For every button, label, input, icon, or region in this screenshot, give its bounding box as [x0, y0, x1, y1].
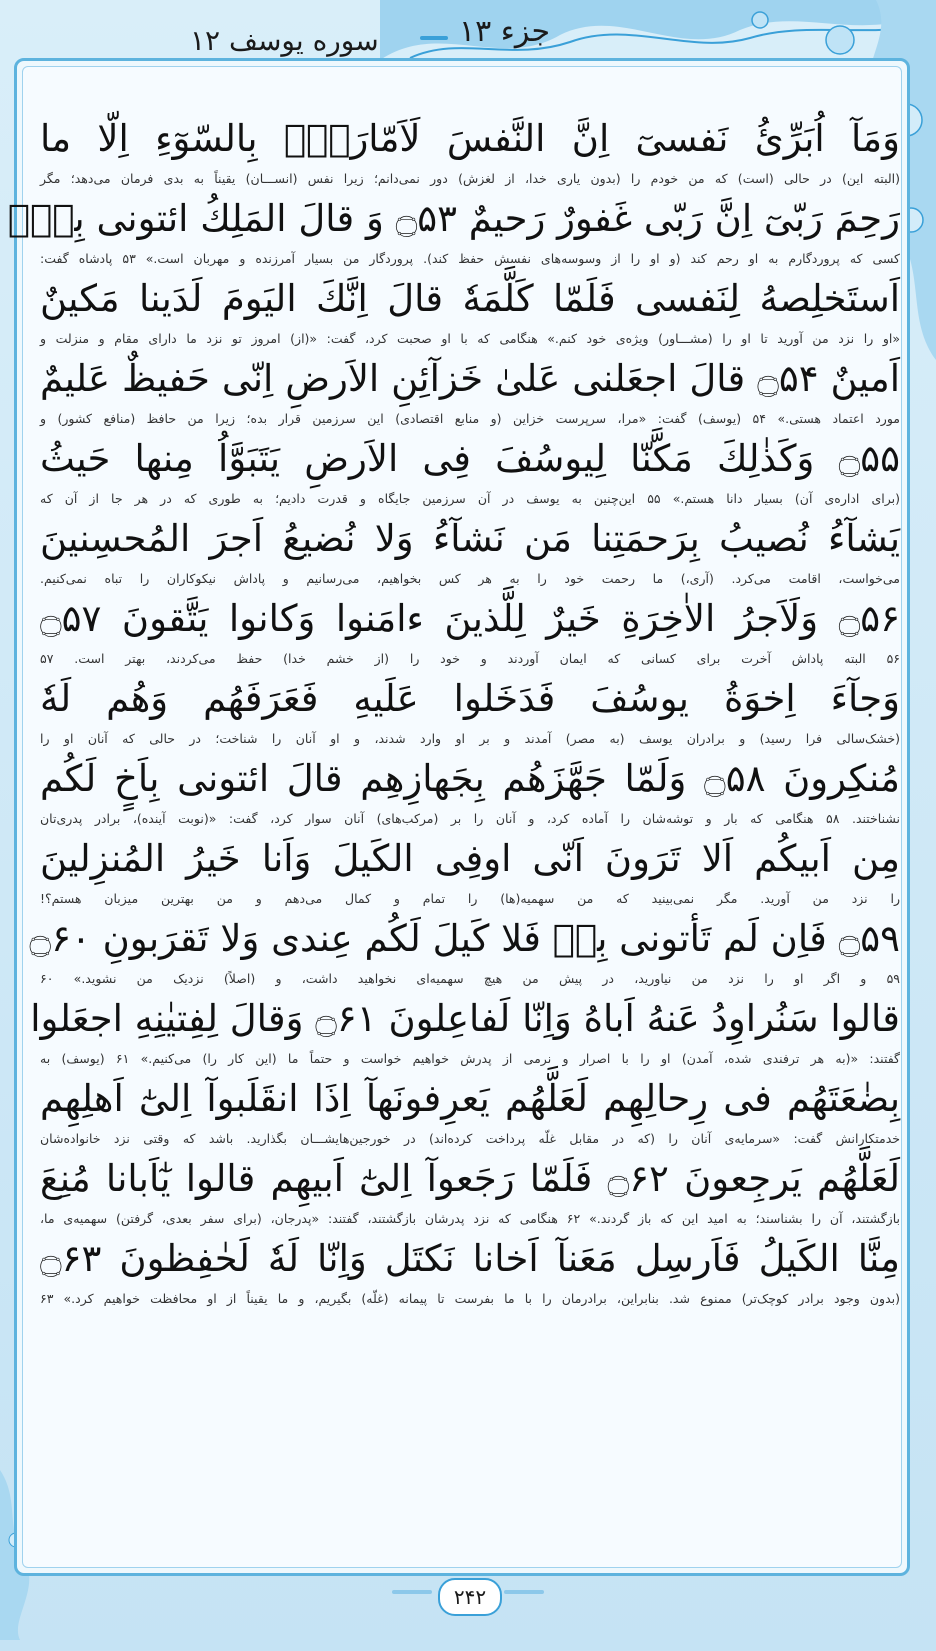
- verse-block: [30, 990, 900, 1070]
- arabic-line: لَعَلَّهُم يَرجِعونَ ۝۶۲ فَلَمّا رَجَعوآ اِلىٰٓ اَبيهِم قالوا يٰٓاَبانا مُنِعَ: [40, 1157, 900, 1200]
- arabic-line: وَمَآ اُبَرِّئُ نَفسىٓ اِنَّ النَّفسَ لَاَمّارَةٌۢ بِالسّوٓءِ اِلّا ما: [40, 117, 900, 160]
- verse-block: [40, 1230, 900, 1310]
- verse-block: [40, 350, 900, 430]
- header-ornament: [420, 36, 448, 40]
- arabic-line: مُنكِرونَ ۝۵۸ وَلَمّا جَهَّزَهُم بِجَهازِهِم قالَ ائتونى بِاَخٍ لَكُم: [40, 757, 900, 800]
- arabic-line: ۝۵۹ فَاِن لَم تَأتونى بِهٖ فَلا كَيلَ لَكُم عِندى وَلا تَقرَبونِ ۝۶۰: [29, 917, 900, 960]
- arabic-line: قالوا سَنُراوِدُ عَنهُ اَباهُ وَاِنّا لَفاعِلونَ ۝۶۱ وَقالَ لِفِتيٰنِهِ اجعَلوا: [30, 997, 900, 1040]
- translation-line: ۵۹ و اگر او را نزد من نیاورید، در پیش من هیچ سهمیه‌ای نخواهید داشت، و (اصلاً) نزدیک من نشوید.» ۶۰: [40, 971, 900, 986]
- verse-block: [40, 110, 900, 190]
- verse-block: [40, 590, 900, 670]
- verse-block: [40, 1150, 900, 1230]
- verse-block: [40, 750, 900, 830]
- page-number-ornament-right: [504, 1590, 544, 1594]
- translation-line: (بدون وجود برادر کوچک‌تر) ممنوع شد. بنابراین، برادرمان را با ما بفرست تا پیمانه (غلّه) بگیریم، و ما یقیناً از او محافظت خواهیم کرد.» ۶۳: [40, 1291, 900, 1306]
- verse-block: [40, 1070, 900, 1150]
- verse-block: [29, 910, 900, 990]
- translation-line: می‌خواست، اقامت می‌کرد. (آری،) ما رحمت خود را به هر کس بخواهیم، می‌رسانیم و پاداش نیکوکاران را تباه نمی‌کنیم.: [40, 571, 900, 586]
- translation-line: (البته این) در حالی (است) که من خودم را (بدون یاری خدا، از لغزش) دور نمی‌دانم؛ زیرا نفس (انســـان) یقیناً به بدی فرمان می‌دهد؛ مگر: [40, 171, 900, 186]
- verse-block: [40, 830, 900, 910]
- arabic-line: اَمينٌ ۝۵۴ قالَ اجعَلنى عَلىٰ خَزآئِنِ الاَرضِ اِنّى حَفيظٌ عَليمٌ: [40, 357, 900, 400]
- translation-line: کسی که پروردگارم به او رحم کند (و او را از وسوسه‌های نفسش حفظ کند). پروردگار من بسیار آمرزنده و مهربان است.» ۵۳ پادشاه گفت:: [40, 251, 900, 266]
- translation-line: را نزد من آورید. مگر نمی‌بینید که من سهمیه(ها) را تمام و کمال می‌دهم و من بهترین میزبان هستم؟!: [40, 891, 900, 906]
- verses-area: [7, 110, 900, 1310]
- juz-label: جزء ۱۳: [459, 14, 550, 49]
- verse-block: [40, 670, 900, 750]
- verse-block: [40, 430, 900, 510]
- arabic-line: مِن اَبيكُم اَلا تَرَونَ اَنّى اوفِى الكَيلَ وَاَنا خَيرُ المُنزِلينَ: [40, 837, 900, 880]
- translation-line: خدمتکارانش گفت: «سرمایه‌ی آنان را (که در مقابل غلّه پرداخت کرده‌اند) در خورجین‌هایشـــان بگذارید. باشد که وقتی نزد خانواده‌شان: [40, 1131, 900, 1146]
- arabic-line: اَستَخلِصهُ لِنَفسى فَلَمّا كَلَّمَهٗ قالَ اِنَّكَ اليَومَ لَدَينا مَكينٌ: [40, 277, 900, 320]
- arabic-line: وَجآءَ اِخوَةُ يوسُفَ فَدَخَلوا عَلَيهِ فَعَرَفَهُم وَهُم لَهٗ: [40, 677, 900, 720]
- translation-line: (خشک‌سالی فرا رسید) و برادران یوسف (به مصر) آمدند و بر او وارد شدند، و او آنان را شناخت؛ در حالی که آنان او را: [40, 731, 900, 746]
- translation-line: (برای اداره‌ی آن) بسیار دانا هستم.» ۵۵ این‌چنین به یوسف در آن سرزمین جایگاه و قدرت دادیم؛ به طوری که در هر جا از آن که: [40, 491, 900, 506]
- arabic-line: يَشآءُ نُصيبُ بِرَحمَتِنا مَن نَشآءُ وَلا نُضيعُ اَجرَ المُحسِنينَ: [40, 517, 900, 560]
- translation-line: مورد اعتماد هستی.» ۵۴ (یوسف) گفت: «مرا، سرپرست خزاین (و منابع اقتصادی) این سرزمین قرار بده؛ زیرا من حافظ (منافع کشور) و: [40, 411, 900, 426]
- arabic-line: مِنَّا الكَيلُ فَاَرسِل مَعَنآ اَخانا نَكتَل وَاِنّا لَهٗ لَحٰفِظونَ ۝۶۳: [40, 1237, 900, 1280]
- page-number: ۲۴۲: [438, 1578, 502, 1616]
- arabic-line: ۝۵۵ وَكَذٰلِكَ مَكَّنّا لِيوسُفَ فِى الاَرضِ يَتَبَوَّاُ مِنها حَيثُ: [40, 437, 900, 480]
- surah-label: سوره یوسف ۱۲: [190, 24, 379, 57]
- arabic-line: ۝۵۶ وَلَاَجرُ الاٰخِرَةِ خَيرٌ لِلَّذينَ ءامَنوا وَكانوا يَتَّقونَ ۝۵۷: [40, 597, 900, 640]
- page-header: [170, 14, 550, 57]
- arabic-line: بِضٰعَتَهُم فى رِحالِهِم لَعَلَّهُم يَعرِفونَهآ اِذَا انقَلَبوآ اِلىٰٓ اَهلِهِم: [40, 1077, 900, 1120]
- verse-block: [40, 510, 900, 590]
- translation-line: «او را نزد من آورید تا او را (مشـــاور) ویژه‌ی خود کنم.» هنگامی که با او صحبت کرد، گفت: «(از) امروز تو نزد ما دارای مقام و منزلت و: [40, 331, 900, 346]
- translation-line: ۵۶ البته پاداش آخرت برای کسانی که ایمان آوردند و خود را (از خشم خدا) حفظ می‌کردند، بهتر است. ۵۷: [40, 651, 900, 666]
- page-number-ornament-left: [392, 1590, 432, 1594]
- translation-line: بازگشتند، آن را بشناسند؛ به امید این که باز گردند.» ۶۲ هنگامی که نزد پدرشان بازگشتند، گفتند: «پدرجان، (برای سفر بعدی، گرفتن) سهمیه‌ی ما،: [40, 1211, 900, 1226]
- arabic-line: رَحِمَ رَبّىٓ اِنَّ رَبّى غَفورٌ رَحيمٌ ۝۵۳ وَ قالَ المَلِكُ ائتونى بِهٖٓ: [7, 197, 900, 240]
- translation-line: گفتند: «(به هر ترفندی شده، آمدن) او را با اصرار و نرمی از پدرش خواهیم خواست و حتماً ما (این کار را) می‌کنیم.» ۶۱ (یوسف) به: [40, 1051, 900, 1066]
- translation-line: نشناختند. ۵۸ هنگامی که بار و توشه‌شان را آماده کرد، و آنان را بر (مرکب‌های) آنان سوار کرد، گفت: «(نوبت آینده)، برادر پدری‌تان: [40, 811, 900, 826]
- verse-block: [40, 270, 900, 350]
- verse-block: [7, 190, 900, 270]
